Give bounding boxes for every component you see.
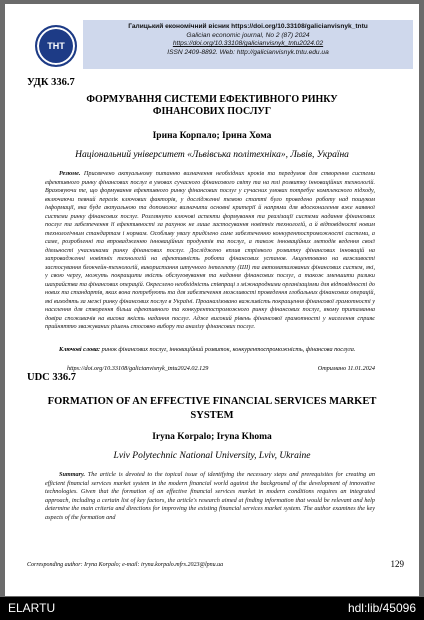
udk-code: УДК 336.7 [27, 77, 75, 88]
document-page [5, 4, 419, 596]
header-line-1: Галицький економічний вісник https://doi.org/10.33108/galicianvisnyk_tntu [128, 23, 368, 30]
header-line-4: ISSN 2409-8892. Web: http://galicianvisnyk.tntu.edu.ua [167, 48, 329, 56]
journal-logo: THT [35, 25, 77, 67]
ua-keywords-label: Ключові слова: [59, 346, 101, 353]
ua-title-line-2: ФІНАНСОВИХ ПОСЛУГ [152, 106, 272, 117]
en-title: FORMATION OF AN EFFECTIVE FINANCIAL SERVICES MARKET SYSTEM [47, 396, 377, 421]
en-abstract [45, 471, 375, 539]
page-number: 129 [390, 559, 404, 569]
en-abstract-label: Summary. [59, 471, 86, 478]
repository-band [0, 597, 424, 620]
en-abstract-text: The article is devoted to the topical issue of identifying the necessary steps and prerequisites for creating an efficient financial services market system in the modern financial world against the background of the development of innovative technologies. Given that the formation of an effective financial services market in modern conditions requires an integrated approach, including a certain list of key factors, the article's research aimed at finding information that would be relevant and help determine the main criteria and directions for improving the existing financial services market system. The author examines the key aspects of the formation and [45, 471, 375, 521]
ua-abstract [45, 170, 375, 346]
handle-id: hdl:lib/45096 [347, 601, 416, 615]
header-doi-link[interactable]: https://doi.org/10.33108/galicianvisnyk_tntu2024.02 [172, 40, 324, 48]
journal-header [27, 15, 417, 70]
ua-keywords [45, 346, 375, 355]
udc-code: UDC 336.7 [27, 372, 76, 383]
ua-doi[interactable]: https://doi.org/10.33108/galicianvisnyk_tntu2024.02.129 [67, 365, 209, 372]
corresponding-author-note: Corresponding author: Iryna Korpalo; e-mail: iryna.korpalo.mfrs.2023@lpnu.ua [27, 562, 224, 568]
ua-keywords-text: ринок фінансових послуг, інноваційний розвиток, конкурентоспроможність, фінансова послуга. [101, 346, 356, 353]
ua-affiliation: Національний університет «Львівська політехніка», Львів, Україна [75, 150, 349, 160]
ua-title-line-1: ФОРМУВАННЯ СИСТЕМИ ЕФЕКТИВНОГО РИНКУ [86, 94, 338, 105]
en-authors: Iryna Korpalo; Iryna Khoma [152, 432, 272, 442]
ua-abstract-text: Присвячено актуальному питанню визначення необхідних кроків та передумов для створення системи ефективного ринку фінансових послуг в умовах сучасного фінансового світу та на тлі розвитку інноваційних технологій. Враховуючи те, що формування ефективного ринку фінансових послуг у сучасних умовах потребує комплексного підходу, включаючи певний перелік ключових факторів, у дослідженні темою статті було проведено роботу над пошуком інформації, яка буде актуальною та допоможе визначити основні критерії й напрями для вдосконалення вже наявної системи ринку фінансових послуг. Розглянуто ключові аспекти формування та реалізації системи надання фінансових послуг та забезпечення її ефективності за рахунок не лише застосування новітніх технологій, а й відповідності новим технологічним стандартам і нормам. Особливу увагу приділено саме забезпеченню конкурентоспроможності системи, а саме, розробленні та впровадженню інноваційних продуктів та послуг, а також інноваційних методів ведення своєї діяльності учасниками ринку фінансових послуг. Досліджено вплив стрімкого розвитку фінансових інновацій на запровадженні новітніх технологій на ефективність роботи фінансових установ. Акцентовано на важливості застосування блокчейн-технологій, використання штучного інтелекту (ШІ) та автоматизованих фінансових систем, які, у свою чергу, можуть покращити якість обслуговування та надання фінансових послуг, а також зменшити ризики шахрайства та фінансових операцій. Окреслено необхідність співпраці з міжнародними організаціями для відповідності до нових та стандартів, яких вона потребують та для забезпечення можливості проведення глобальних фінансових операцій, які виходять за межі ринку фінансових послуг в Україні. Проаналізовано важливість покращення фінансової грамотності у населення для створення більш ефективного та конкурентоспроможного ринку фінансових послуг, якому притаманна довіра споживачів на висока якість надання послуг. Адже високий рівень фінансової грамотності у населення сприяє прийняттю зважуваних рішень стосовно вибору та аналізу фінансових послуг. [45, 170, 375, 330]
ua-received-date: Отримано 11.01.2024 [317, 365, 375, 372]
header-line-2: Galician economic journal, No 2 (87) 2024 [186, 31, 310, 39]
repository-name: ELARTU [8, 601, 56, 615]
ua-abstract-label: Резюме. [59, 170, 81, 177]
ua-authors: Ірина Корпало; Ірина Хома [152, 131, 272, 141]
journal-header-box [83, 20, 413, 69]
en-affiliation: Lviv Polytechnic National University, Lviv, Ukraine [113, 451, 311, 461]
